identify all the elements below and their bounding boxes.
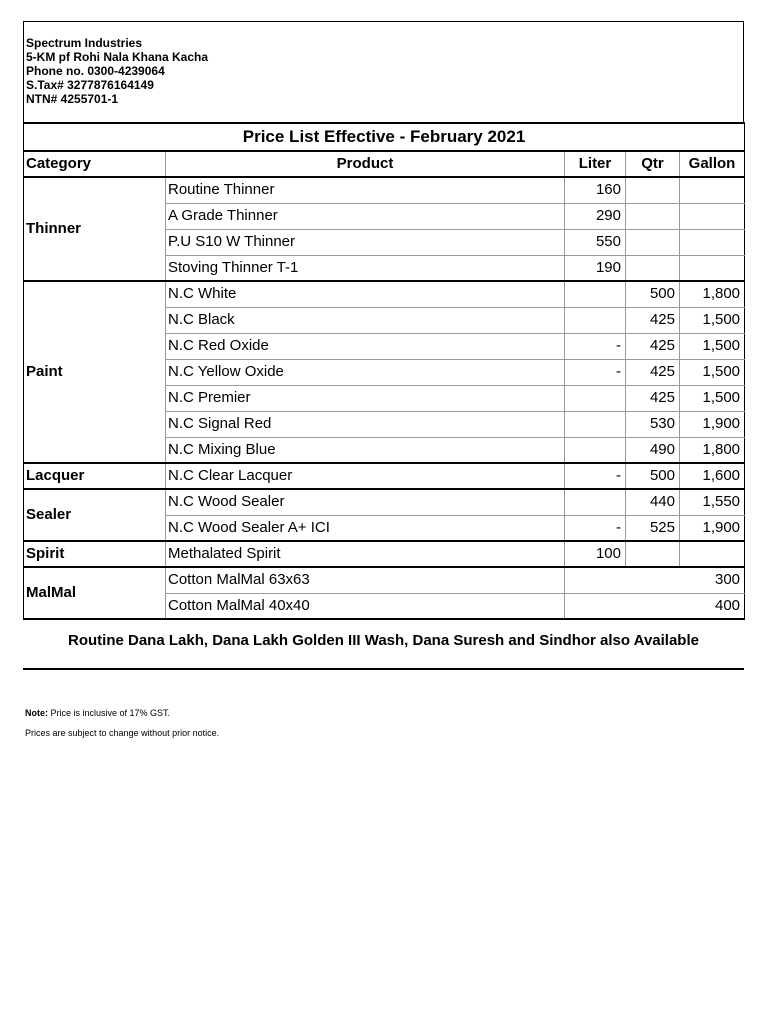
liter-cell: - (565, 333, 626, 359)
liter-cell: - (565, 515, 626, 541)
gallon-cell: 1,500 (680, 307, 745, 333)
product-cell: N.C Mixing Blue (166, 437, 565, 463)
product-cell: Methalated Spirit (166, 541, 565, 567)
liter-cell: - (565, 359, 626, 385)
product-cell: N.C Wood Sealer (166, 489, 565, 515)
company-stax: S.Tax# 3277876164149 (26, 78, 154, 92)
liter-cell (565, 307, 626, 333)
price-table (23, 122, 745, 620)
qtr-cell: 425 (626, 333, 680, 359)
price-list-sheet (23, 21, 744, 620)
table-row (24, 463, 745, 489)
qtr-cell: 500 (626, 281, 680, 307)
header-qtr: Qtr (626, 151, 680, 177)
gallon-cell: 1,800 (680, 437, 745, 463)
liter-cell: 190 (565, 255, 626, 281)
price-list-title: Price List Effective - February 2021 (24, 123, 745, 151)
category-cell: MalMal (24, 567, 166, 619)
product-cell: N.C Black (166, 307, 565, 333)
product-cell: Routine Thinner (166, 177, 565, 203)
product-cell: Cotton MalMal 40x40 (166, 593, 565, 619)
qtr-cell: 425 (626, 385, 680, 411)
price-cell: 300 (565, 567, 745, 593)
company-header (23, 21, 744, 122)
liter-cell: 550 (565, 229, 626, 255)
availability-note: Routine Dana Lakh, Dana Lakh Golden III Wash, Dana Suresh and Sindhor also Available (23, 618, 744, 670)
note-gst: Price is inclusive of 17% GST. (48, 708, 171, 718)
header-liter: Liter (565, 151, 626, 177)
header-gallon: Gallon (680, 151, 745, 177)
gallon-cell (680, 229, 745, 255)
product-cell: Stoving Thinner T-1 (166, 255, 565, 281)
gallon-cell: 1,800 (680, 281, 745, 307)
liter-cell (565, 489, 626, 515)
qtr-cell: 490 (626, 437, 680, 463)
product-cell: A Grade Thinner (166, 203, 565, 229)
gallon-cell: 1,500 (680, 359, 745, 385)
qtr-cell: 530 (626, 411, 680, 437)
table-row (24, 489, 745, 515)
table-row (24, 177, 745, 203)
table-header-row (24, 151, 745, 177)
qtr-cell (626, 229, 680, 255)
price-cell: 400 (565, 593, 745, 619)
qtr-cell (626, 255, 680, 281)
gallon-cell: 1,550 (680, 489, 745, 515)
category-cell: Thinner (24, 177, 166, 281)
gallon-cell (680, 541, 745, 567)
header-product: Product (166, 151, 565, 177)
product-cell: N.C White (166, 281, 565, 307)
header-category: Category (24, 151, 166, 177)
liter-cell: 160 (565, 177, 626, 203)
qtr-cell: 500 (626, 463, 680, 489)
product-cell: N.C Red Oxide (166, 333, 565, 359)
note-price-change: Prices are subject to change without prior notice. (25, 728, 220, 738)
notes-block (25, 703, 219, 743)
gallon-cell (680, 255, 745, 281)
category-cell: Sealer (24, 489, 166, 541)
gallon-cell: 1,500 (680, 385, 745, 411)
gallon-cell (680, 177, 745, 203)
table-row (24, 567, 745, 593)
gallon-cell: 1,900 (680, 515, 745, 541)
category-cell: Lacquer (24, 463, 166, 489)
company-name: Spectrum Industries (26, 36, 143, 50)
product-cell: P.U S10 W Thinner (166, 229, 565, 255)
liter-cell (565, 385, 626, 411)
product-cell: N.C Signal Red (166, 411, 565, 437)
qtr-cell (626, 177, 680, 203)
gallon-cell: 1,900 (680, 411, 745, 437)
note-label: Note: (25, 708, 48, 718)
product-cell: Cotton MalMal 63x63 (166, 567, 565, 593)
liter-cell (565, 437, 626, 463)
liter-cell (565, 411, 626, 437)
category-cell: Spirit (24, 541, 166, 567)
product-cell: N.C Clear Lacquer (166, 463, 565, 489)
qtr-cell: 425 (626, 307, 680, 333)
qtr-cell: 425 (626, 359, 680, 385)
liter-cell: - (565, 463, 626, 489)
qtr-cell: 525 (626, 515, 680, 541)
liter-cell: 290 (565, 203, 626, 229)
table-row (24, 281, 745, 307)
company-ntn: NTN# 4255701-1 (26, 92, 119, 106)
category-cell: Paint (24, 281, 166, 463)
qtr-cell (626, 203, 680, 229)
qtr-cell (626, 541, 680, 567)
liter-cell: 100 (565, 541, 626, 567)
qtr-cell: 440 (626, 489, 680, 515)
table-row (24, 541, 745, 567)
gallon-cell: 1,500 (680, 333, 745, 359)
gallon-cell: 1,600 (680, 463, 745, 489)
product-cell: N.C Yellow Oxide (166, 359, 565, 385)
product-cell: N.C Wood Sealer A+ ICI (166, 515, 565, 541)
company-phone: Phone no. 0300-4239064 (26, 64, 165, 78)
company-address: 5-KM pf Rohi Nala Khana Kacha (26, 50, 209, 64)
gallon-cell (680, 203, 745, 229)
product-cell: N.C Premier (166, 385, 565, 411)
liter-cell (565, 281, 626, 307)
